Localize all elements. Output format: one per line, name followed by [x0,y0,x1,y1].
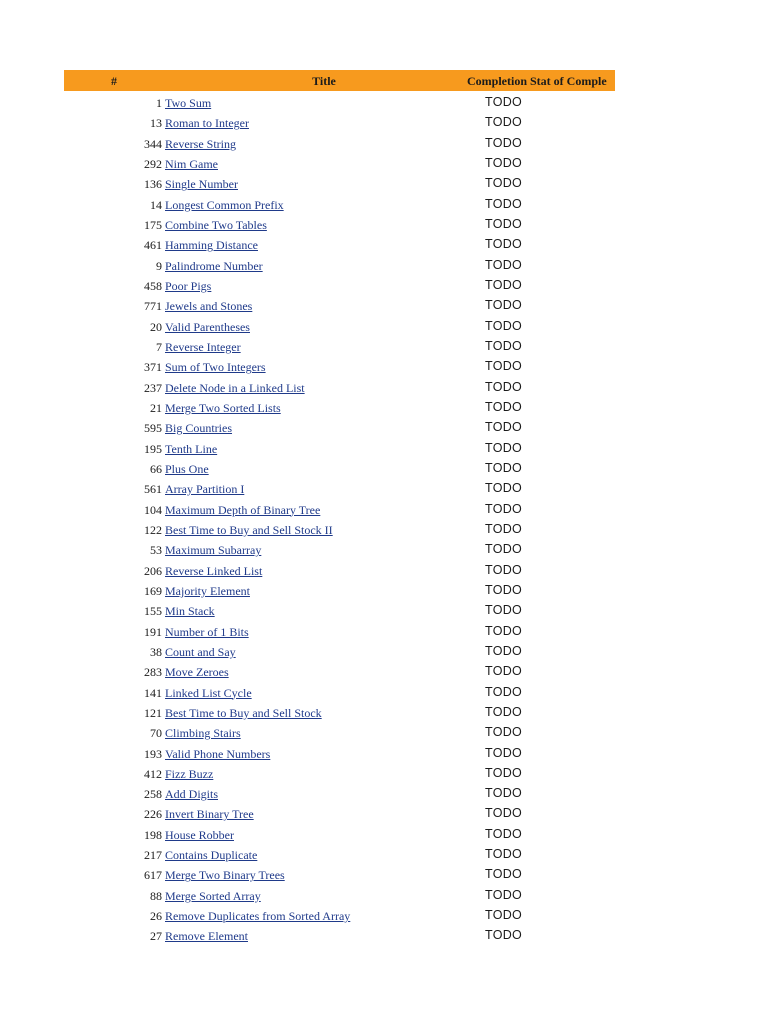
table-row [64,214,615,234]
table-row [64,499,615,519]
problem-number: 13 [150,116,162,131]
problem-title-link[interactable]: Remove Duplicates from Sorted Array [165,909,351,924]
problem-number: 237 [144,380,162,395]
completion-status: TODO [485,440,523,455]
problem-title-link[interactable]: Reverse Integer [165,339,241,354]
problem-title-link[interactable]: Climbing Stairs [165,726,241,741]
problem-title-link[interactable]: Fizz Buzz [165,766,214,781]
table-row [64,336,615,356]
completion-status: TODO [485,420,523,435]
problem-number: 169 [144,583,162,598]
table-header [64,70,615,91]
problem-number: 21 [150,400,162,415]
problem-number: 461 [144,238,162,253]
completion-status: TODO [485,786,523,801]
problem-number: 198 [144,827,162,842]
completion-status: TODO [485,460,523,475]
completion-status: TODO [485,155,523,170]
problem-title-link[interactable]: Hamming Distance [165,238,258,253]
problem-number: 191 [144,624,162,639]
problem-number: 458 [144,278,162,293]
problem-title-link[interactable]: Contains Duplicate [165,848,258,863]
table-row [64,255,615,275]
problem-number: 136 [144,177,162,192]
table-row [64,702,615,722]
problem-number: 27 [150,929,162,944]
problem-title-link[interactable]: Invert Binary Tree [165,807,254,822]
problem-number: 38 [150,644,162,659]
completion-status: TODO [485,237,523,252]
table-row [64,417,615,437]
problem-number: 371 [144,360,162,375]
completion-status: TODO [485,623,523,638]
table-row [64,275,615,295]
table-row [64,478,615,498]
problem-title-link[interactable]: Reverse Linked List [165,563,263,578]
column-header-status [467,74,615,89]
problem-title-link[interactable]: Best Time to Buy and Sell Stock [165,705,322,720]
column-header-title: Title [312,74,336,88]
completion-status: TODO [485,277,523,292]
problem-number: 175 [144,217,162,232]
problem-number: 1 [156,96,162,110]
table-row [64,803,615,823]
problem-number: 155 [144,604,162,619]
completion-status: TODO [485,603,523,618]
completion-status: TODO [485,562,523,577]
problem-title-link[interactable]: Array Partition I [165,482,245,497]
completion-status: TODO [485,643,523,658]
problem-title-link[interactable]: Plus One [165,461,209,476]
completion-status: TODO [485,908,523,923]
problem-number: 412 [144,766,162,781]
completion-status: TODO [485,887,523,902]
problem-title-link[interactable]: Valid Phone Numbers [165,746,271,761]
problem-title-link[interactable]: Count and Say [165,644,236,659]
completion-status: TODO [485,806,523,821]
problem-title-link[interactable]: Tenth Line [165,441,218,456]
completion-status: TODO [485,216,523,231]
table-row [64,580,615,600]
problem-title-link[interactable]: Combine Two Tables [165,217,267,232]
problem-number: 141 [144,685,162,700]
table-row [64,682,615,702]
problem-title-link[interactable]: Longest Common Prefix [165,197,284,212]
completion-status: TODO [485,928,523,943]
problem-number: 217 [144,848,162,863]
problem-title-link[interactable]: Poor Pigs [165,278,212,293]
problem-title-link[interactable]: Two Sum [165,96,212,110]
problem-title-link[interactable]: Sum of Two Integers [165,360,266,375]
completion-status: TODO [485,521,523,536]
completion-status: TODO [485,176,523,191]
completion-status: TODO [485,359,523,374]
table-row [64,844,615,864]
completion-status: TODO [485,867,523,882]
problem-title-link[interactable]: Merge Two Binary Trees [165,868,285,883]
problem-number: 344 [144,136,162,151]
table-row [64,560,615,580]
table-row [64,438,615,458]
problem-number: 53 [150,543,162,558]
table-row [64,905,615,925]
table-row [64,377,615,397]
problem-title-link[interactable]: Maximum Subarray [165,543,262,558]
completion-status: TODO [485,582,523,597]
table-row [64,234,615,254]
table-row [64,600,615,620]
completion-status: TODO [485,826,523,841]
problem-title-link[interactable]: Majority Element [165,583,250,598]
problem-number: 7 [156,339,162,354]
table-row [64,133,615,153]
completion-status: TODO [485,725,523,740]
problem-number: 20 [150,319,162,334]
problem-number: 122 [144,522,162,537]
table-row [64,316,615,336]
problem-title-link[interactable]: Merge Two Sorted Lists [165,400,281,415]
completion-status: TODO [485,338,523,353]
table-row [64,458,615,478]
table-row [64,763,615,783]
completion-status: TODO [485,115,523,130]
table-row [64,519,615,539]
problem-title-link[interactable]: Single Number [165,177,238,192]
table-row [64,722,615,742]
problem-number: 104 [144,502,162,517]
problem-title-link[interactable]: Best Time to Buy and Sell Stock II [165,522,333,537]
problem-number: 70 [150,726,162,741]
table-row [64,539,615,559]
completion-status: TODO [485,704,523,719]
problem-number: 258 [144,787,162,802]
problem-number: 206 [144,563,162,578]
completion-status: TODO [485,542,523,557]
problem-number: 66 [150,461,162,476]
problem-title-link[interactable]: Jewels and Stones [165,299,253,314]
table-row [64,885,615,905]
problem-number: 88 [150,888,162,903]
table-row [64,864,615,884]
completion-status: TODO [485,379,523,394]
problem-number: 14 [150,197,162,212]
problem-title-link[interactable]: Reverse String [165,136,236,151]
table-row [64,112,615,132]
completion-status: TODO [485,745,523,760]
completion-status: TODO [485,318,523,333]
problem-title-link[interactable]: House Robber [165,827,234,842]
table-row [64,153,615,173]
problem-title-link[interactable]: Big Countries [165,421,233,436]
problem-title-link[interactable]: Min Stack [165,604,215,619]
problem-title-link[interactable]: Palindrome Number [165,258,263,273]
completion-status: TODO [485,481,523,496]
table-row [64,397,615,417]
problem-number: 595 [144,421,162,436]
problem-number: 617 [144,868,162,883]
problem-title-link[interactable]: Move Zeroes [165,665,229,680]
table-row [64,621,615,641]
problem-title-link[interactable]: Nim Game [165,156,218,171]
problem-number: 283 [144,665,162,680]
table-row [64,743,615,763]
problem-title-link[interactable]: Merge Sorted Array [165,888,261,903]
problem-title-link[interactable]: Number of 1 Bits [165,624,249,639]
problem-title-link[interactable]: Valid Parentheses [165,319,250,334]
problem-number: 121 [144,705,162,720]
problem-number: 193 [144,746,162,761]
problem-number: 9 [156,258,162,273]
completion-status: TODO [485,95,523,109]
spreadsheet [64,70,615,946]
problem-number: 195 [144,441,162,456]
completion-status: TODO [485,298,523,313]
problem-number: 292 [144,156,162,171]
table-row [64,783,615,803]
table-row [64,173,615,193]
completion-status: TODO [485,501,523,516]
problem-title-link[interactable]: Roman to Integer [165,116,249,131]
column-header-number: # [111,74,117,88]
problem-number: 771 [144,299,162,314]
problem-title-link[interactable]: Add Digits [165,787,219,802]
completion-status: TODO [485,684,523,699]
problem-number: 226 [144,807,162,822]
table-row [64,641,615,661]
table-row [64,356,615,376]
completion-status: TODO [485,135,523,150]
problem-title-link[interactable]: Remove Element [165,929,248,944]
table-row [64,824,615,844]
table-row [64,925,615,945]
table-row [64,92,615,112]
completion-status: TODO [485,664,523,679]
problem-number: 26 [150,909,162,924]
completion-status: TODO [485,847,523,862]
table-row [64,194,615,214]
problem-title-link[interactable]: Delete Node in a Linked List [165,380,305,395]
completion-status: TODO [485,765,523,780]
completion-status: TODO [485,257,523,272]
table-row [64,295,615,315]
problem-number: 561 [144,482,162,497]
problem-title-link[interactable]: Maximum Depth of Binary Tree [165,502,321,517]
column-header-status-text: Completion Stat of Comple [467,74,607,88]
table-row [64,661,615,681]
table-body [64,92,615,946]
completion-status: TODO [485,196,523,211]
problem-title-link[interactable]: Linked List Cycle [165,685,252,700]
completion-status: TODO [485,399,523,414]
